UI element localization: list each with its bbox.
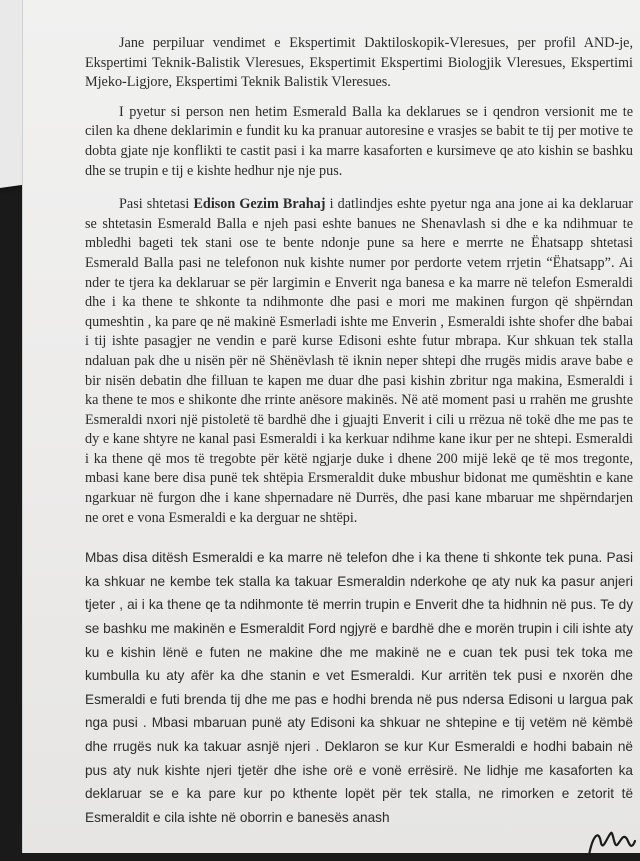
paragraph-intro: Pasi shtetasi	[119, 196, 190, 213]
paragraph-suspect-statement: I pyetur si person nen hetim Esmerald Balla ka deklarues se i qendron versionit me te cilen ka dhene deklarimin e fundit ku ka pranuar autoresine e vrasjes se babit te tij per motive te dobta gjate nje konflikti te castit pasi i ka marre kasaforten e kursimeve qe ato kishin se bashku dhe se trupin e tij e kishte hedhur nje nje pus.	[85, 103, 633, 179]
signature-mark	[583, 821, 640, 861]
paragraph-body-disposal: Mbas disa ditësh Esmeraldi e ka marre në telefon dhe i ka thene ti shkonte tek puna. Pasi ka shkuar ne kembe tek stalla ka takuar Esmeraldin nderkohe qe aty nuk ka pasur anjeri tjeter , ai i ka thene qe ta ndihmonte të merrin trupin e Enverit dhe ta hidhnin në pus. Te dy se bashku me makinën e Esmeraldit Ford ngjyrë e bardhë dhe e morën trupin i cili ishte aty ku e kishin lënë e futen ne makine dhe me makinë ne e cuan tek pusi tek toka me kumbulla ku aty afër ka dhe stanin e vet Esmeraldi. Kur arritën tek pusi e nxorën dhe Esmeraldi e futi brenda tij dhe me pas e hodhi brenda në pus ndersa Edisoni u largua pak nga pusi . Mbasi mbaruan punë aty Edisoni ka shkuar ne shtepine e tij vetëm në këmbë dhe rrugës nuk ka takuar asnjë njeri . Deklaron se kur Kur Esmeraldi e hodhi babain në pus aty nuk kishte njeri tjetër dhe ishe orë e vonë errësirë. Ne lidhje me kasaforten ka deklaruar se e ka pare kur po kthente lopët për tek stalla, ne rimorken e zetorit të Esmeraldit e cila ishte në oborrin e banesës anash	[85, 550, 633, 825]
document-page	[22, 0, 640, 853]
witness-name: Edison Gezim Brahaj	[193, 196, 326, 213]
paragraph-body: i datlindjes eshte pyetur nga ana jone ai ka deklaruar se shtetasin Esmerald Balla e njeh pasi eshte banues ne Shenavlash si dhe e ka ndihmuar te mbledhi bageti tek stani ose te bente ndonje pune sa here e merrte ne Ëhatsapp shtetasi Esmerald Balla pasi ne telefonon nuk kishte numer por perdorte vetem rrjetin “Ëhatsapp”. Ai nder te tjera ka deklaruar se për largimin e Enverit nga banesa e ka marre në telefon Esmeraldi dhe i ka thene te shkonte ta ndihmonte dhe pasi e mori me makinen furgon që shpërndan qumeshtin , ka pare qe në makinë Esmerladi ishte me Enverin , Esmeraldi ishte shofer dhe babai i tij ishte pasagjer ne vendin e parë kurse Edisoni eshte futur mbrapa. Kur shkuan tek stalla ndaluan pak dhe u nisën për në Shënëvlash të iknin neper shtepi dhe rrugës midis arave babe e bir nisën debatin dhe filluan te kapen me duar dhe pasi kishin zbritur nga makina, Esmeraldi i ka thene te mos e shikonte dhe rrinte anësore makinës. Në atë moment pasi u rrahën me grushte Esmeraldi nxori një pistoletë të bardhë dhe i gjuajti Enverit i cili u rrëzua në tokë dhe me pas te dy e kane shtyre ne kanal pasi Esmeraldi i ka kerkuar ndihme kane ikur per ne shtepi. Esmeraldi i ka thene që mos të tregobte për këtë ngjarje duke i dhene 200 mijë lekë qe të mos tregonte, mbasi kane bere disa punë tek shtëpia Ersmeraldit duke mbushur bidonat me qumështin e kane ngarkuar në furgon dhe i kane shpernadare në Durrës, dhe pasi kane mbaruar me shpërndarjen ne oret e vona Esmeraldi e ka derguar ne shtëpi.	[85, 196, 633, 526]
paragraph-witness-statement	[85, 195, 633, 528]
paragraph-expertise-list: Jane perpiluar vendimet e Ekspertimit Daktiloskopik-Vleresues, per profil AND-je, Ekspertimi Teknik-Balistik Vleresues, Ekspertimit Ekspertimi Biologjik Vleresues, Ekspertimi Mjeko-Ligjore, Ekspertimi Teknik Balistik Vleresues.	[85, 35, 633, 91]
document-body	[85, 34, 633, 829]
